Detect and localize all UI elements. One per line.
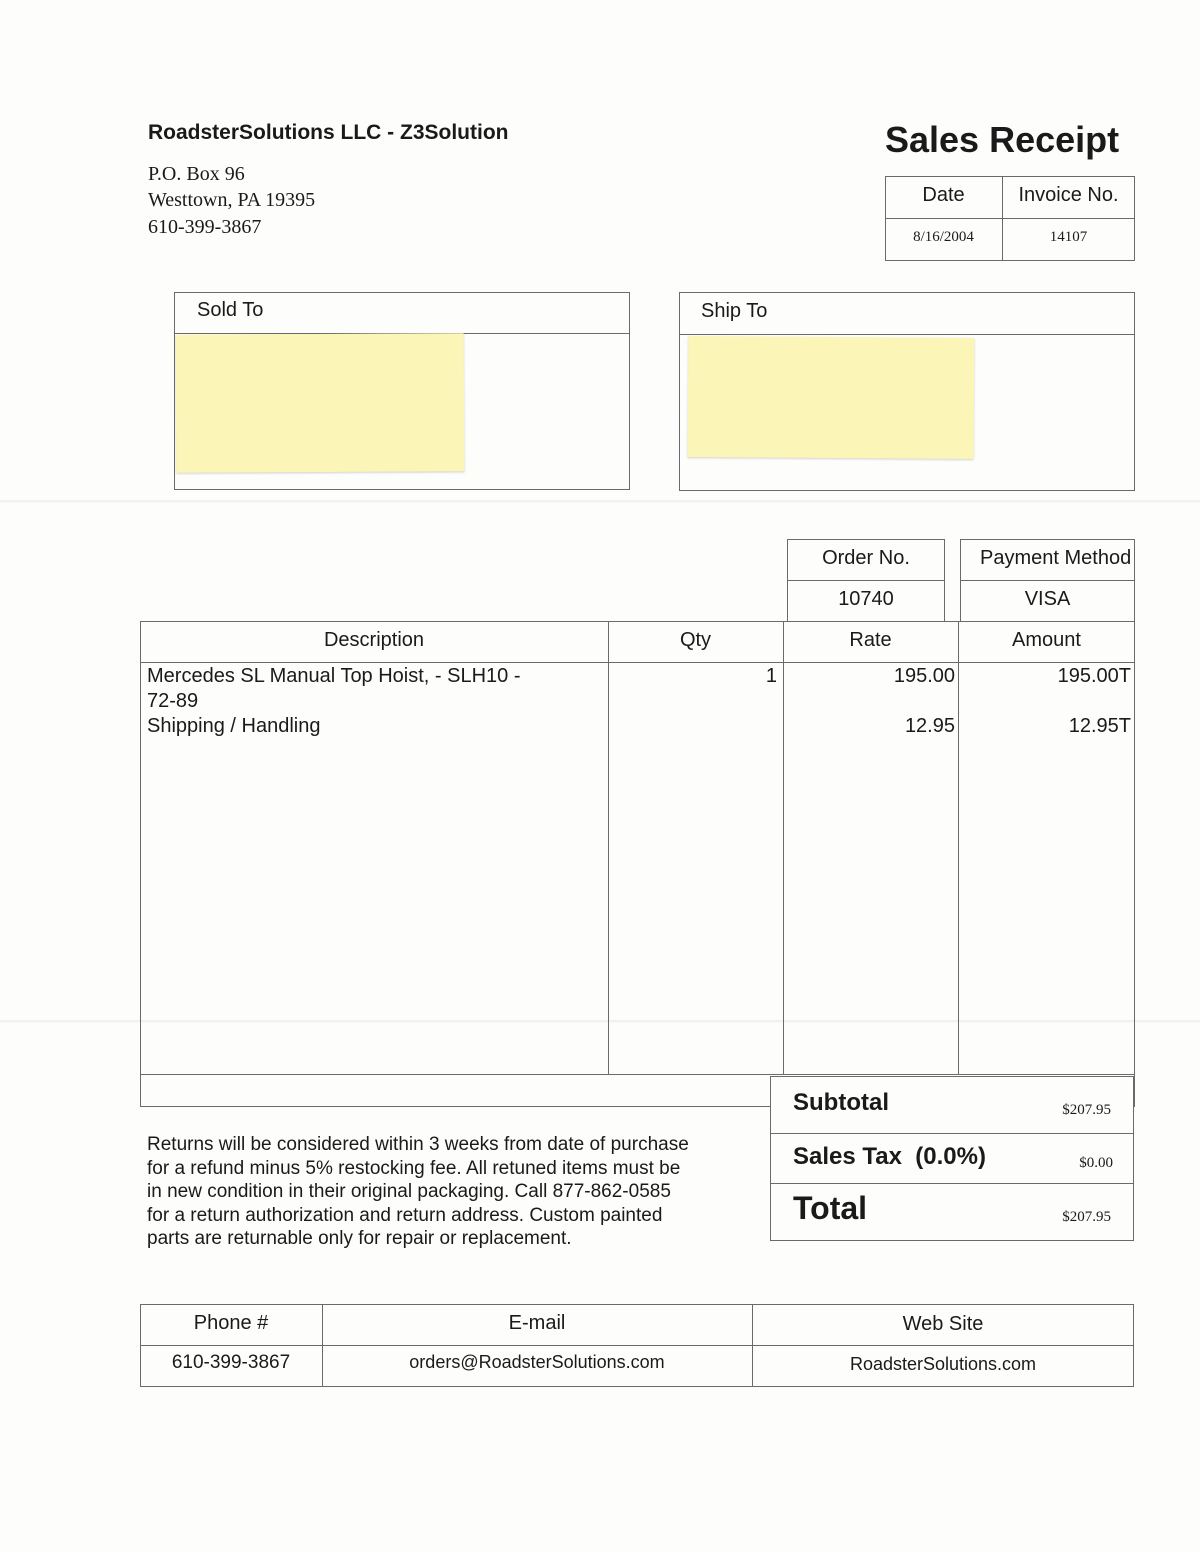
table-row-amount: 12.95T	[1068, 715, 1131, 737]
invoice-value: 14107	[1049, 229, 1088, 245]
order-no-label: Order No.	[822, 547, 910, 569]
return-policy-line: in new condition in their original packaging. Call 877-862-0585	[147, 1181, 671, 1202]
column-header-rate: Rate	[849, 629, 892, 651]
column-header-description: Description	[323, 629, 425, 651]
sold-to-redaction-sticky-note	[176, 333, 465, 473]
company-name: RoadsterSolutions LLC - Z3Solution	[148, 121, 509, 144]
ship-to-redaction-sticky-note	[688, 336, 975, 459]
table-row-amount: 195.00T	[1057, 665, 1131, 687]
sales-tax-label: Sales Tax (0.0%)	[793, 1143, 986, 1170]
table-row-description: Mercedes SL Manual Top Hoist, - SLH10 -	[147, 665, 521, 687]
invoice-label: Invoice No.	[1018, 184, 1119, 206]
total-label: Total	[793, 1190, 868, 1226]
contact-website-label: Web Site	[902, 1313, 984, 1335]
table-row-description: Shipping / Handling	[147, 715, 321, 737]
payment-method-label: Payment Method	[980, 547, 1132, 569]
date-label: Date	[922, 184, 965, 206]
column-header-amount: Amount	[1012, 629, 1081, 651]
items-table	[140, 621, 1135, 1107]
return-policy-line: for a refund minus 5% restocking fee. All retuned items must be	[147, 1157, 681, 1179]
contact-website-value: RoadsterSolutions.com	[849, 1354, 1037, 1374]
return-policy-line: Returns will be considered within 3 weeks from date of purchase	[147, 1134, 689, 1155]
date-value: 8/16/2004	[913, 229, 974, 245]
company-address-line2: Westtown, PA 19395	[148, 189, 316, 211]
paper-fold-upper	[0, 500, 1200, 503]
contact-email-label: E-mail	[508, 1312, 566, 1334]
subtotal-value: $207.95	[1062, 1102, 1111, 1118]
table-row-qty: 1	[765, 665, 777, 687]
document-title: Sales Receipt	[885, 119, 1120, 160]
table-row-rate: 12.95	[904, 715, 955, 737]
sold-to-label: Sold To	[197, 299, 264, 321]
order-no-value: 10740	[838, 588, 894, 610]
table-row-description-cont: 72-89	[147, 690, 199, 712]
column-header-qty: Qty	[679, 629, 712, 651]
payment-method-value: VISA	[1024, 588, 1071, 610]
total-value: $207.95	[1062, 1209, 1111, 1225]
return-policy-line: for a return authorization and return address. Custom painted	[147, 1204, 663, 1226]
company-phone: 610-399-3867	[148, 216, 262, 238]
sales-tax-value: $0.00	[1079, 1155, 1113, 1171]
contact-phone-value: 610-399-3867	[171, 1352, 291, 1373]
subtotal-label: Subtotal	[793, 1089, 889, 1116]
return-policy	[147, 1133, 689, 1251]
contact-email-value: orders@RoadsterSolutions.com	[409, 1352, 665, 1372]
return-policy-line: parts are returnable only for repair or replacement.	[147, 1228, 572, 1249]
ship-to-label: Ship To	[701, 300, 768, 322]
contact-phone-label: Phone #	[193, 1312, 269, 1334]
table-row-rate: 195.00	[893, 665, 955, 687]
company-address-line1: P.O. Box 96	[148, 163, 245, 185]
